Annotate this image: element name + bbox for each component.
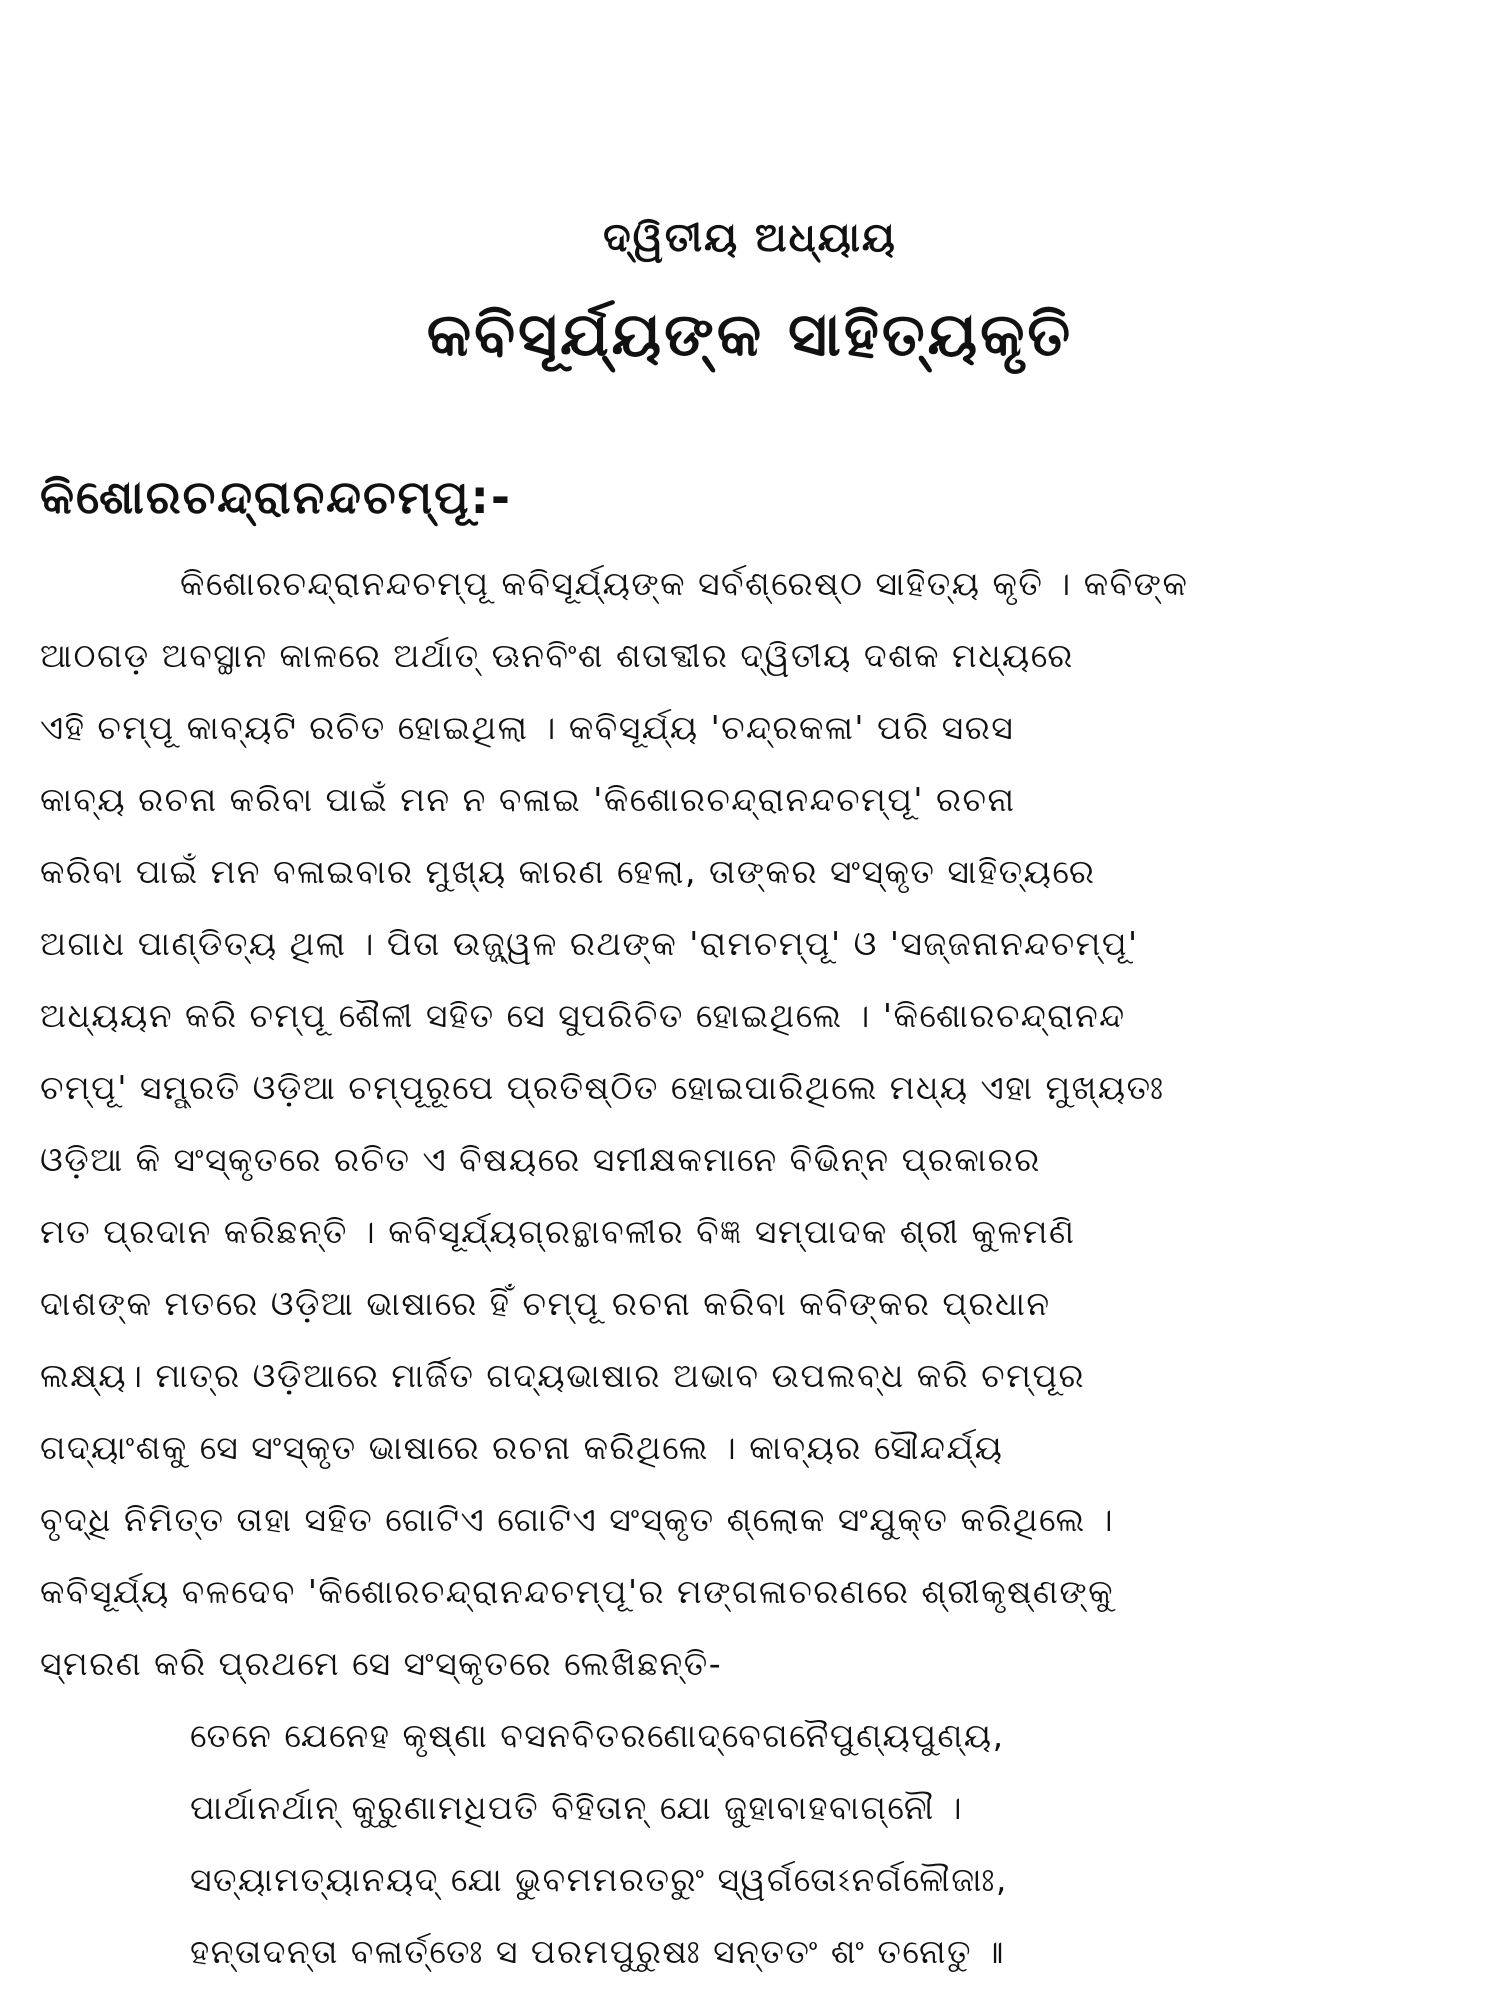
- paragraph-line: ଏହି ଚମ୍ପୂ କାବ୍ୟଟି ରଚିତ ହୋଇଥିଲା । କବିସୂର୍ଯ୍ୟ 'ଚନ୍ଦ୍ରକଳା' ପରି ସରସ: [40, 708, 1015, 747]
- paragraph-line: ଲକ୍ଷ୍ୟ। ମାତ୍ର ଓଡ଼ିଆରେ ମାର୍ଜିତ ଗଦ୍ୟଭାଷାର ଅଭାବ ଉପଲବ୍ଧ କରି ଚମ୍ପୂର: [40, 1356, 1086, 1395]
- paragraph-line: କାବ୍ୟ ରଚନା କରିବା ପାଇଁ ମନ ନ ବଳାଇ 'କିଶୋରଚନ୍ଦ୍ରାନନ୍ଦଚମ୍ପୂ' ରଚନା: [40, 780, 1016, 819]
- chapter-label: ଦ୍ୱିତୀୟ ଅଧ୍ୟାୟ: [603, 215, 897, 261]
- paragraph-line: ଗଦ୍ୟାଂଶକୁ ସେ ସଂସ୍କୃତ ଭାଷାରେ ରଚନା କରିଥିଲେ । କାବ୍ୟର ସୌନ୍ଦର୍ଯ୍ୟ: [40, 1428, 1004, 1467]
- paragraph-line: କରିବା ପାଇଁ ମନ ବଳାଇବାର ମୁଖ୍ୟ କାରଣ ହେଲା, ତାଙ୍କର ସଂସ୍କୃତ ସାହିତ୍ୟରେ: [40, 852, 1096, 891]
- chapter-title: କବିସୂର୍ଯ୍ୟଙ୍କ ସାହିତ୍ୟକୃତି: [426, 300, 1074, 370]
- paragraph-line: ଆଠଗଡ଼ ଅବସ୍ଥାନ କାଳରେ ଅର୍ଥାତ୍ ଊନବିଂଶ ଶତାବ୍ଦୀର ଦ୍ୱିତୀୟ ଦଶକ ମଧ୍ୟରେ: [40, 636, 1074, 675]
- paragraph-line: ଓଡ଼ିଆ କି ସଂସ୍କୃତରେ ରଚିତ ଏ ବିଷୟରେ ସମୀକ୍ଷକମାନେ ବିଭିନ୍ନ ପ୍ରକାରର: [40, 1140, 1041, 1179]
- verse-line: ସତ୍ୟାମତ୍ୟାନୟଦ୍ ଯୋ ଭୁବମମରତରୁଂ ସ୍ୱର୍ଗତୋଽନର୍ଗଳୌଜାଃ,: [190, 1860, 1008, 1899]
- paragraph-line: କିଶୋରଚନ୍ଦ୍ରାନନ୍ଦଚମ୍ପୂ କବିସୂର୍ଯ୍ୟଙ୍କ ସର୍ବଶ୍ରେଷ୍ଠ ସାହିତ୍ୟ କୃତି । କବିଙ୍କ: [180, 564, 1189, 603]
- paragraph-line: ଦାଶଙ୍କ ମତରେ ଓଡ଼ିଆ ଭାଷାରେ ହିଁ ଚମ୍ପୂ ରଚନା କରିବା କବିଙ୍କର ପ୍ରଧାନ: [40, 1284, 1051, 1323]
- section-heading: କିଶୋରଚନ୍ଦ୍ରାନନ୍ଦଚମ୍ପୂ:-: [40, 470, 512, 524]
- verse-line: ହନ୍ତାଦନ୍ତା ବଳାର୍ତ୍ତେଃ ସ ପରମପୁରୁଷଃ ସନ୍ତତଂ ଶଂ ତନୋତୁ ॥: [190, 1932, 1006, 1971]
- paragraph-line: ମତ ପ୍ରଦାନ କରିଛନ୍ତି । କବିସୂର୍ଯ୍ୟଗ୍ରନ୍ଥାବଳୀର ବିଜ୍ଞ ସମ୍ପାଦକ ଶ୍ରୀ କୁଳମଣି: [40, 1212, 1076, 1251]
- verse-line: ତେନେ ଯେନେହ କୃଷ୍ଣା ବସନବିତରଣୋଦ୍‌ବେଗନୈପୁଣ୍ୟପୁଣ୍ୟ,: [190, 1716, 1005, 1755]
- paragraph-line: ଅଧ୍ୟୟନ କରି ଚମ୍ପୂ ଶୈଳୀ ସହିତ ସେ ସୁପରିଚିତ ହୋଇଥିଲେ । 'କିଶୋରଚନ୍ଦ୍ରାନନ୍ଦ: [40, 996, 1126, 1035]
- sanskrit-verse: [190, 1700, 1460, 1988]
- paragraph-line: କବିସୂର୍ଯ୍ୟ ବଳଦେବ 'କିଶୋରଚନ୍ଦ୍ରାନନ୍ଦଚମ୍ପୂ'ର ମଙ୍ଗଳାଚରଣରେ ଶ୍ରୀକୃଷ୍ଣଙ୍କୁ: [40, 1572, 1115, 1611]
- paragraph-line: ବୃଦ୍ଧି ନିମିତ୍ତ ତାହା ସହିତ ଗୋଟିଏ ଗୋଟିଏ ସଂସ୍କୃତ ଶ୍ଲୋକ ସଂଯୁକ୍ତ କରିଥିଲେ ।: [40, 1500, 1115, 1539]
- paragraph-line: ସ୍ମରଣ କରି ପ୍ରଥମେ ସେ ସଂସ୍କୃତରେ ଲେଖିଛନ୍ତି-: [40, 1644, 723, 1683]
- paragraph-line: ଅଗାଧ ପାଣ୍ଡିତ୍ୟ ଥିଲା । ପିତା ଉଜ୍ଜ୍ୱଳ ରଥଙ୍କ 'ରାମଚମ୍ପୂ' ଓ 'ସଜ୍ଜନାନନ୍ଦଚମ୍ପୂ': [40, 924, 1139, 963]
- body-paragraph: [40, 548, 1460, 1700]
- paragraph-line: ଚମ୍ପୂ' ସମ୍ପ୍ରତି ଓଡ଼ିଆ ଚମ୍ପୂରୂପେ ପ୍ରତିଷ୍ଠିତ ହୋଇପାରିଥିଲେ ମଧ୍ୟ ଏହା ମୁଖ୍ୟତଃ: [40, 1068, 1165, 1107]
- verse-line: ପାର୍ଥାନର୍ଥାନ୍ କୁରୁଣାମଧିପତି ବିହିତାନ୍ ଯୋ ଜୁହାବାହବାଗ୍ନୌ ।: [190, 1788, 964, 1827]
